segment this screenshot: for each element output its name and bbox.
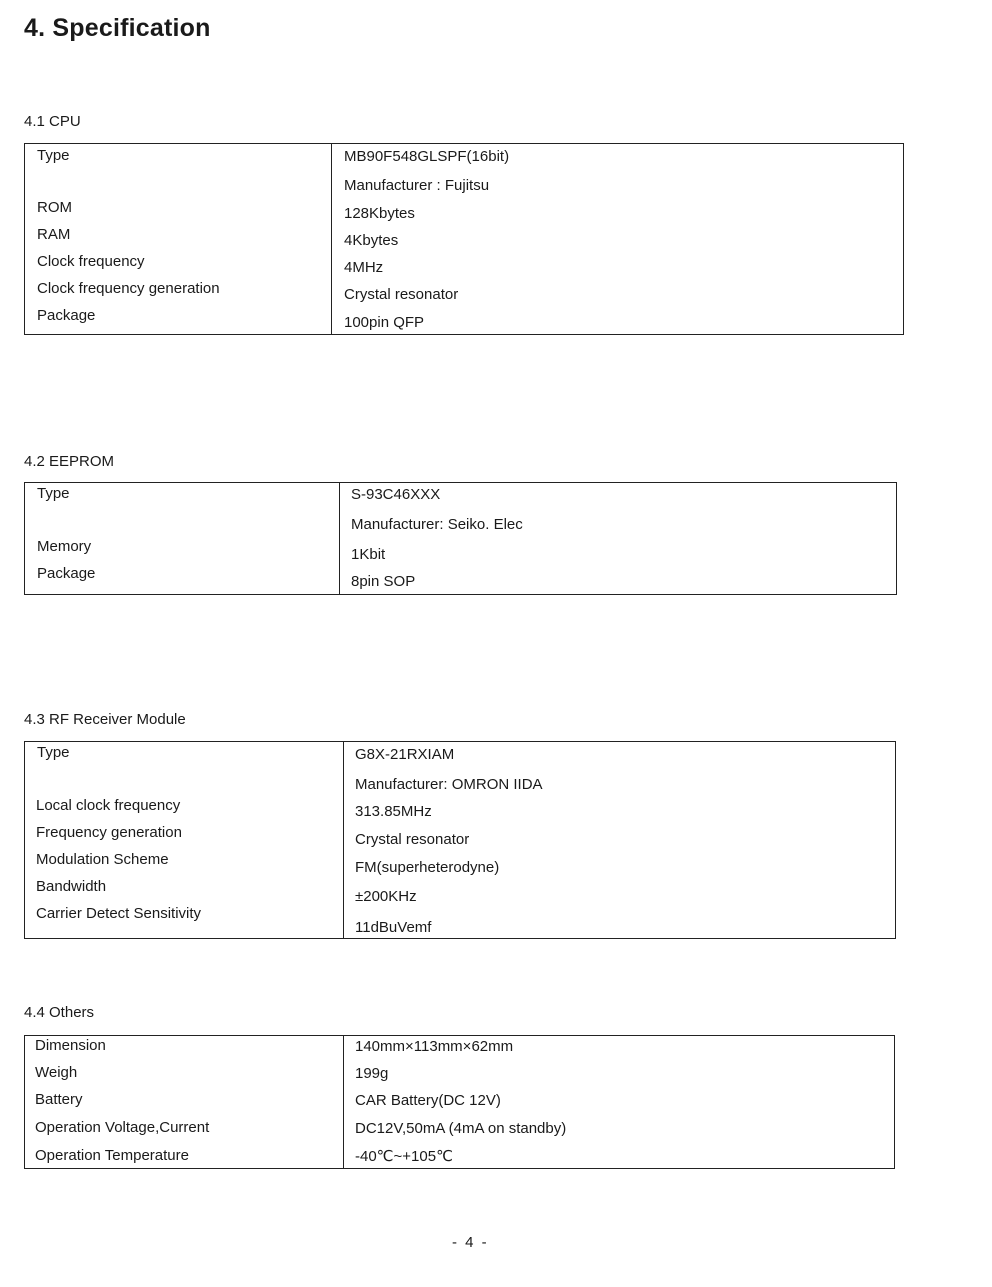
column-divider: [339, 483, 340, 594]
section-heading-cpu: 4.1 CPU: [24, 113, 81, 130]
spec-value: 199g: [355, 1065, 389, 1082]
spec-label: ROM: [37, 199, 72, 216]
spec-label: Frequency generation: [36, 824, 182, 841]
spec-label: Memory: [37, 538, 92, 555]
spec-value: Manufacturer: OMRON IIDA: [355, 776, 543, 793]
column-divider: [343, 742, 344, 938]
rf-receiver-spec-table: [24, 741, 896, 939]
spec-value: 4MHz: [344, 259, 384, 276]
spec-label: Weigh: [35, 1064, 78, 1081]
section-heading-eeprom: 4.2 EEPROM: [24, 453, 115, 470]
spec-value: G8X-21RXIAM: [355, 746, 455, 763]
spec-value: 4Kbytes: [344, 232, 399, 249]
spec-label: Modulation Scheme: [36, 851, 169, 868]
section-heading-others: 4.4 Others: [24, 1004, 95, 1021]
eeprom-spec-table: [24, 482, 897, 595]
spec-label: Operation Temperature: [35, 1147, 189, 1164]
spec-value: 1Kbit: [351, 546, 386, 563]
spec-value: Manufacturer : Fujitsu: [344, 177, 490, 194]
page-title: 4. Specification: [24, 14, 211, 42]
spec-value: FM(superheterodyne): [355, 859, 500, 876]
spec-value: CAR Battery(DC 12V): [355, 1092, 501, 1109]
spec-label: Type: [37, 744, 70, 761]
spec-value: 140mm×113mm×62mm: [355, 1038, 514, 1055]
spec-value: S-93C46XXX: [351, 486, 441, 503]
spec-label: Bandwidth: [36, 878, 107, 895]
spec-value: 128Kbytes: [344, 205, 415, 222]
spec-value: -40℃~+105℃: [355, 1148, 453, 1165]
spec-label: RAM: [37, 226, 71, 243]
spec-value: Crystal resonator: [344, 286, 459, 303]
others-spec-table: [24, 1035, 895, 1169]
spec-label: Clock frequency generation: [37, 280, 220, 297]
spec-value: Manufacturer: Seiko. Elec: [351, 516, 523, 533]
spec-value: 100pin QFP: [344, 314, 425, 331]
spec-label: Local clock frequency: [36, 797, 181, 814]
spec-value: Crystal resonator: [355, 831, 470, 848]
spec-label: Dimension: [35, 1037, 106, 1054]
spec-value: 313.85MHz: [355, 803, 432, 820]
spec-label: Battery: [35, 1091, 83, 1108]
column-divider: [331, 144, 332, 334]
spec-label: Type: [37, 147, 70, 164]
spec-label: Clock frequency: [37, 253, 145, 270]
cpu-spec-table: [24, 143, 904, 335]
spec-value: ±200KHz: [355, 888, 417, 905]
spec-value: MB90F548GLSPF(16bit): [344, 148, 510, 165]
spec-value: DC12V,50mA (4mA on standby): [355, 1120, 567, 1137]
spec-value: 11dBuVemf: [355, 919, 432, 936]
spec-label: Package: [37, 565, 96, 582]
spec-label: Carrier Detect Sensitivity: [36, 905, 202, 922]
page-number: - 4 -: [452, 1234, 489, 1251]
section-heading-rf-receiver: 4.3 RF Receiver Module: [24, 711, 186, 728]
spec-value: 8pin SOP: [351, 573, 416, 590]
spec-label: Package: [37, 307, 96, 324]
spec-label: Type: [37, 485, 70, 502]
column-divider: [343, 1036, 344, 1168]
spec-label: Operation Voltage,Current: [35, 1119, 210, 1136]
